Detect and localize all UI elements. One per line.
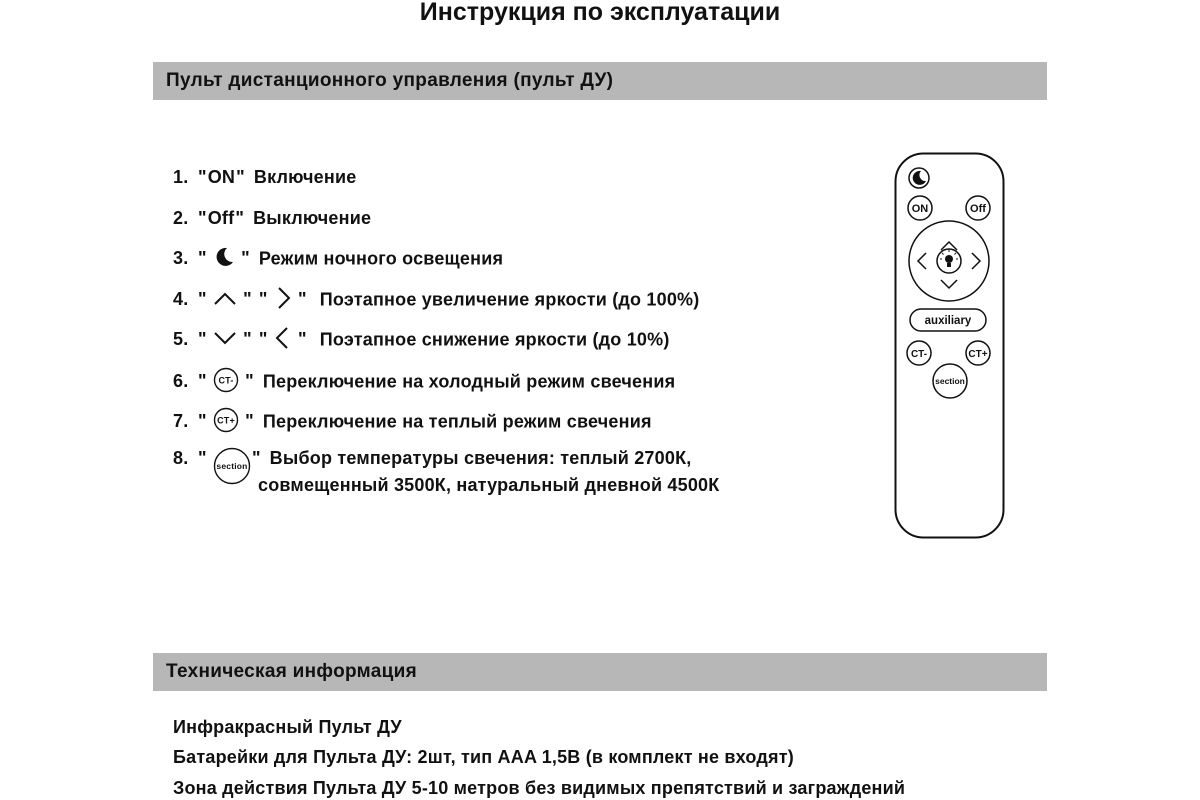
ct-minus-icon-label: CT- — [218, 375, 234, 386]
instruction-item-on: 1. "ON" Включение — [173, 167, 357, 187]
remote-auxiliary-label: auxiliary — [924, 315, 972, 327]
instruction-text: Выключение — [253, 208, 372, 228]
instruction-text: Выбор температуры свечения: теплый 2700К, — [269, 448, 692, 468]
remote-ct-plus-label: CT+ — [968, 349, 988, 360]
page-title: Инструкция по эксплуатации — [419, 0, 781, 26]
key-label-on: ON — [207, 167, 236, 187]
instruction-text-continued: совмещенный 3500К, натуральный дневной 4500К — [258, 475, 720, 495]
section-header-remote — [153, 62, 1047, 100]
instruction-item-off: 2. "Off" Выключение — [173, 208, 372, 228]
instruction-item-night: 3. " " Режим ночного освещения — [173, 246, 503, 273]
remote-section-button — [933, 364, 967, 398]
section-button-icon — [213, 447, 251, 490]
item-number: 8. — [173, 448, 189, 468]
remote-control-illustration — [894, 152, 1006, 545]
item-number: 1. — [173, 167, 189, 187]
instruction-item-brightness-up: 4. " " " " Поэтапное увеличение яркости (до 100%) — [173, 286, 699, 315]
section-title: Техническая информация — [166, 661, 417, 682]
instruction-item-ct-minus: 6. " CT- " Переключение на холодный режим свечения — [173, 367, 675, 398]
chevron-left-icon — [274, 326, 292, 355]
remote-on-label: ON — [911, 203, 929, 215]
remote-off-label: Off — [970, 203, 986, 215]
ct-plus-icon-label: CT+ — [217, 415, 235, 426]
item-number: 2. — [173, 208, 189, 228]
remote-ct-minus-button — [907, 341, 931, 365]
chevron-up-icon — [213, 288, 237, 313]
remote-dpad — [909, 221, 989, 301]
remote-moon-button — [909, 168, 929, 188]
tech-info-line: Зона действия Пульта ДУ 5-10 метров без видимых препятствий и заграждений — [173, 778, 906, 798]
remote-ct-plus-button — [966, 341, 990, 365]
remote-on-button — [908, 196, 932, 220]
instruction-text: Режим ночного освещения — [258, 248, 504, 269]
instruction-text: Включение — [253, 167, 357, 187]
item-number: 7. — [173, 411, 189, 432]
tech-info-line: Батарейки для Пульта ДУ: 2шт, тип AAA 1,5В (в комплект не входят) — [173, 747, 794, 767]
section-title: Пульт дистанционного управления (пульт ДУ) — [166, 70, 614, 91]
remote-ct-minus-label: CT- — [910, 349, 928, 360]
item-number: 4. — [173, 289, 189, 310]
remote-section-label: section — [935, 376, 965, 386]
chevron-right-icon — [274, 286, 292, 315]
instruction-item-ct-plus: 7. " CT+ " Переключение на теплый режим свечения — [173, 407, 652, 438]
instruction-text: Поэтапное снижение яркости (до 10%) — [319, 329, 670, 350]
item-number: 3. — [173, 248, 189, 269]
chevron-down-icon — [213, 328, 237, 353]
tech-info-line: Инфракрасный Пульт ДУ — [173, 717, 402, 737]
moon-icon — [213, 246, 235, 273]
item-number: 5. — [173, 329, 189, 350]
instruction-text: Переключение на холодный режим свечения — [262, 371, 676, 392]
section-header-tech — [153, 653, 1047, 691]
instruction-text: Переключение на теплый режим свечения — [262, 411, 652, 432]
section-icon-label: section — [216, 461, 248, 471]
instruction-item-section: 8. " section " Выбор температуры свечения: теплый 2700К, совмещенный 3500К, натуральный дневной 4500К — [173, 448, 720, 495]
ct-minus-button-icon — [213, 367, 239, 398]
item-number: 6. — [173, 371, 189, 392]
ct-plus-button-icon — [213, 407, 239, 438]
instruction-item-brightness-down: 5. " " " " Поэтапное снижение яркости (до 10%) — [173, 326, 670, 355]
remote-auxiliary-button — [910, 309, 986, 331]
remote-off-button — [966, 196, 990, 220]
key-label-off: Off — [207, 208, 235, 228]
instruction-text: Поэтапное увеличение яркости (до 100%) — [319, 289, 700, 310]
